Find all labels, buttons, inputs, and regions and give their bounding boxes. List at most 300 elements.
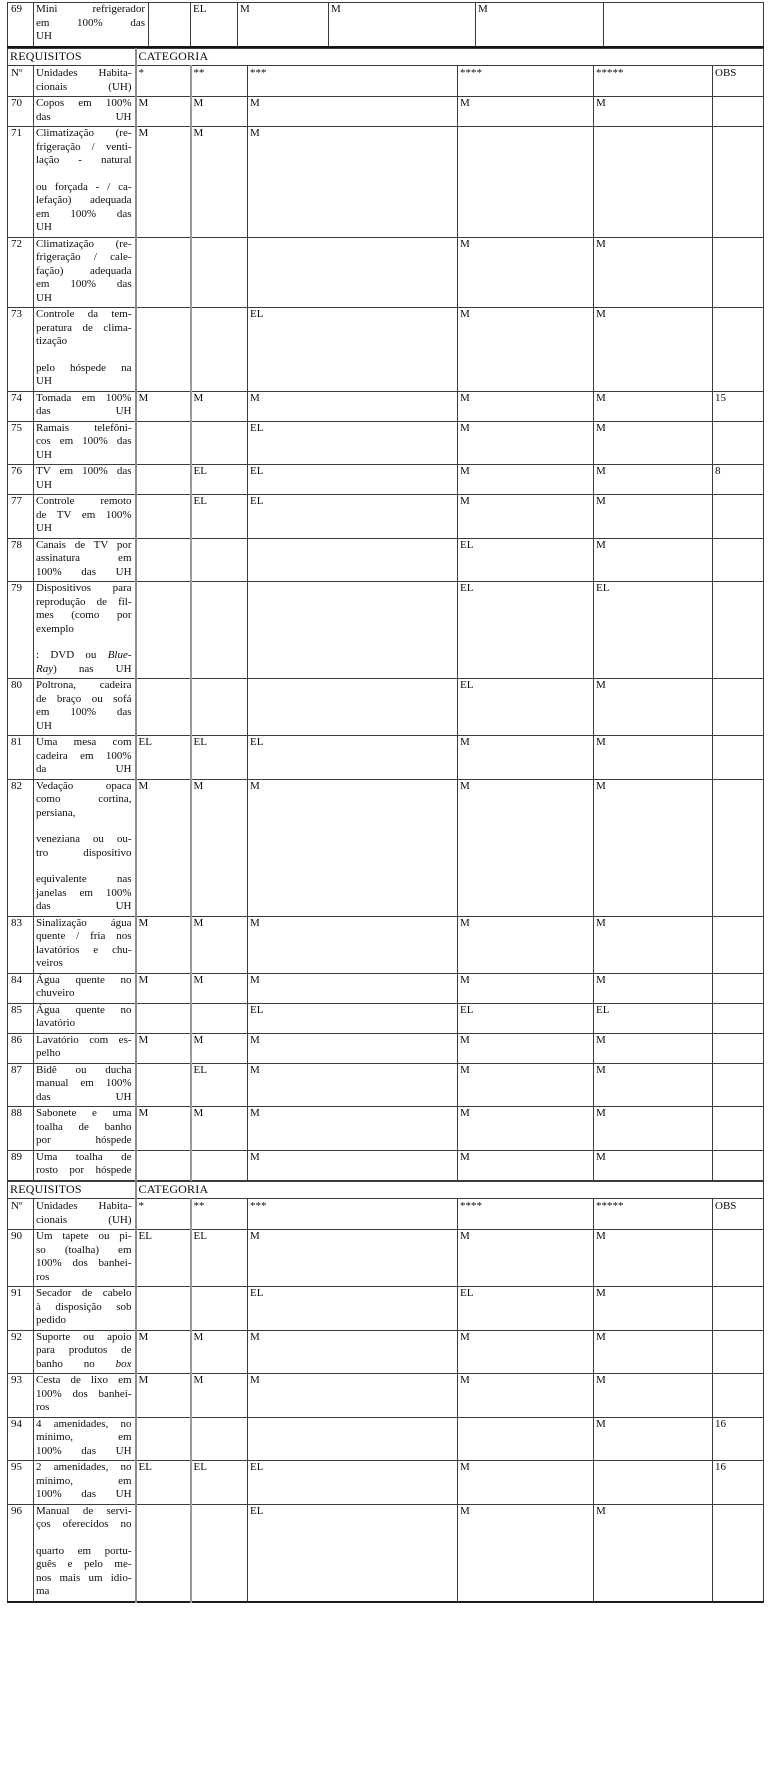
table-row [8,1374,764,1418]
requirement-text-line: UH [36,291,52,304]
requirement-text-line: Canais de TV por [36,538,132,551]
category-mark-cell: EL [191,1230,248,1287]
row-number-cell: 89 [8,1150,34,1180]
table-row [8,916,764,973]
table-row [8,1063,764,1107]
category-mark-cell: M [594,679,713,736]
obs-cell [713,1504,764,1602]
category-mark-cell: EL [248,736,458,780]
row-number-cell: 75 [8,421,34,465]
requirement-text-line: peratura de clima- [36,321,132,334]
requirement-text-line: Vedação opaca [36,779,132,792]
row-number-cell: 79 [8,582,34,679]
category-mark-cell: M [458,916,594,973]
obs-cell [713,1330,764,1374]
table-row [8,421,764,465]
requirement-text-line: Lavatório com es- [36,1033,132,1046]
obs-cell [713,421,764,465]
category-mark-cell [191,1287,248,1331]
category-mark-cell: EL [248,1504,458,1602]
category-mark-cell: M [594,1504,713,1602]
table-row [8,582,764,679]
category-mark-cell: M [238,3,329,47]
requirement-text-line: das UH [36,1090,132,1103]
category-mark-cell: M [248,916,458,973]
requirement-text-line: pelo hóspede na [36,361,132,374]
category-mark-cell: M [458,308,594,392]
requirement-text-line: Mini refrigerador [36,3,145,15]
requirement-text-line: UH [36,375,52,387]
requirement-text-line: para produtos de [36,1344,132,1356]
category-mark-cell: EL [191,1063,248,1107]
row-number-cell: 69 [8,3,34,47]
category-mark-cell [191,421,248,465]
requirement-cell [34,465,136,495]
obs-cell [713,916,764,973]
category-mark-cell: M [458,1150,594,1180]
requirement-text-line: veiros [36,957,63,969]
requirement-cell [34,308,136,392]
table-row [8,1330,764,1374]
col-header-desc [34,66,136,97]
requirement-text-line: Água quente no [36,1003,132,1016]
requirement-text-line: equivalente nas [36,873,132,885]
requirement-text-line: frigeração / cale- [36,251,132,263]
table-row [8,779,764,916]
category-mark-cell: M [458,1230,594,1287]
category-mark-cell: M [458,391,594,421]
category-mark-cell: M [191,1374,248,1418]
category-mark-cell [136,1504,191,1602]
row-number-cell: 83 [8,916,34,973]
category-mark-cell: M [594,779,713,916]
requirement-cell [34,916,136,973]
category-mark-cell: M [594,1150,713,1180]
requirement-text-line: Poltrona, cadeira [36,679,132,691]
category-mark-cell: M [458,1107,594,1151]
row-number-cell: 77 [8,495,34,539]
obs-cell [713,973,764,1003]
category-mark-cell: M [191,1107,248,1151]
row-number-cell: 82 [8,779,34,916]
requirement-text-line: banho no box [36,1357,132,1370]
requirement-text-line: Ray) nas UH [36,662,132,675]
row-number-cell: 74 [8,391,34,421]
category-mark-cell: M [191,1330,248,1374]
col-header-star-1: * [136,1199,191,1230]
category-mark-cell [191,679,248,736]
obs-cell [713,1003,764,1033]
requirement-cell [34,973,136,1003]
category-mark-cell: M [594,391,713,421]
category-mark-cell: M [136,916,191,973]
category-mark-cell: M [191,973,248,1003]
section-band [8,48,764,66]
requirement-text-line: Controle remoto [36,495,132,507]
category-mark-cell: EL [191,736,248,780]
table-row [8,495,764,539]
col-header-star-2: ** [191,66,248,97]
requirement-text-line: mínimo, em [36,1431,132,1443]
requirements-table-section-1 [7,48,764,1181]
obs-cell [713,779,764,916]
requirement-text-line: Tomada em 100% [36,391,132,404]
row-number-cell: 76 [8,465,34,495]
requirements-table-section-2 [7,1181,764,1603]
row-number-cell: 71 [8,127,34,238]
table-row [8,1287,764,1331]
category-mark-cell: M [136,127,191,238]
category-mark-cell: M [594,97,713,127]
requirement-cell [34,779,136,916]
col-header-star-1: * [136,66,191,97]
category-mark-cell: EL [248,1287,458,1331]
requirement-cell [34,679,136,736]
table-row [8,736,764,780]
requirement-cell [34,1063,136,1107]
table-row [8,97,764,127]
requirement-text-line: ços oferecidos no [36,1518,132,1530]
obs-cell [713,237,764,308]
requirement-text-line: ros [36,1401,50,1413]
table-row [8,1461,764,1505]
table-row [8,973,764,1003]
category-mark-cell [191,1150,248,1180]
obs-cell [713,127,764,238]
requirement-text-line: guês e pelo me- [36,1558,132,1570]
requirement-text-line: 100% das UH [36,1488,132,1500]
requirement-text-line: em 100% das [36,207,132,220]
category-mark-cell: M [248,1063,458,1107]
category-mark-cell: M [191,391,248,421]
category-mark-cell [136,465,191,495]
requirement-text-line: cionais (UH) [36,80,132,93]
category-mark-cell [248,538,458,582]
requirement-text-line: pedido [36,1314,66,1326]
category-mark-cell: M [458,1330,594,1374]
requirement-text-line: em 100% das [36,16,145,29]
requirement-text-line: : DVD ou Blue- [36,649,132,661]
requirement-text-line: mes (como por [36,609,132,621]
category-mark-cell [458,127,594,238]
category-mark-cell: M [248,1330,458,1374]
category-mark-cell: M [594,495,713,539]
requirement-text-line: Climatização (re- [36,237,132,250]
requirement-text-line: cionais (UH) [36,1213,132,1226]
category-mark-cell: M [458,421,594,465]
requirement-cell [34,582,136,679]
category-mark-cell [191,237,248,308]
requirement-text-line: reprodução de fil- [36,595,132,608]
category-mark-cell: M [594,1374,713,1418]
category-mark-cell [458,1417,594,1461]
category-mark-cell: M [248,779,458,916]
obs-cell [604,3,764,47]
requirement-text-line: cadeira em 100% [36,749,132,762]
category-mark-cell: M [248,391,458,421]
column-header-row [8,1199,764,1230]
category-mark-cell: EL [594,582,713,679]
requirement-text-line: quente / fria nos [36,930,132,942]
category-mark-cell [191,1003,248,1033]
category-mark-cell: EL [248,1461,458,1505]
category-mark-cell [191,308,248,392]
category-mark-cell: EL [136,1230,191,1287]
category-mark-cell: M [458,779,594,916]
category-mark-cell: M [458,1033,594,1063]
requirement-text-line: exemplo [36,622,74,635]
row-number-cell: 72 [8,237,34,308]
requirement-text-line: de braço ou sofá [36,692,132,705]
category-mark-cell [248,582,458,679]
col-header-num: Nº [8,1199,34,1230]
requirement-text-line: TV em 100% das [36,465,132,477]
requirement-cell [34,1287,136,1331]
obs-cell [713,97,764,127]
requirement-text-line: persiana, [36,806,76,819]
obs-cell [713,1287,764,1331]
row-number-cell: 84 [8,973,34,1003]
row-number-cell: 78 [8,538,34,582]
col-header-star-5: ***** [594,66,713,97]
row-number-cell: 81 [8,736,34,780]
category-mark-cell: EL [248,1003,458,1033]
category-mark-cell: M [458,1374,594,1418]
category-mark-cell [594,1461,713,1505]
category-mark-cell: M [191,916,248,973]
requirement-text-line: das UH [36,110,132,123]
requirement-cell [34,1330,136,1374]
category-mark-cell: M [594,1107,713,1151]
table-row [8,1033,764,1063]
requirement-text-line: chuveiro [36,987,75,999]
row-number-cell: 92 [8,1330,34,1374]
requirement-cell [34,1504,136,1602]
category-mark-cell: M [594,973,713,1003]
category-mark-cell: EL [458,1287,594,1331]
obs-cell [713,679,764,736]
obs-cell: 16 [713,1461,764,1505]
category-mark-cell: EL [191,3,238,47]
table-row [8,391,764,421]
requirement-text-line: lefação) adequada [36,194,132,206]
requirement-text-line: assinatura em [36,552,132,564]
table-row [8,308,764,392]
category-mark-cell: M [136,97,191,127]
requirement-text-line: Sinalização água [36,916,132,929]
requirement-text-line: nos mais um idio- [36,1571,132,1584]
category-mark-cell: EL [191,465,248,495]
category-mark-cell: M [248,1150,458,1180]
table-row [8,1150,764,1180]
category-mark-cell: EL [594,1003,713,1033]
requirement-cell [34,97,136,127]
requirement-text-line: lavatório [36,1017,76,1029]
category-mark-cell: M [594,421,713,465]
requirement-text-line: Uma mesa com [36,736,132,748]
row-number-cell: 95 [8,1461,34,1505]
requirement-text-line: frigeração / venti- [36,140,132,153]
category-mark-cell: M [248,1107,458,1151]
requirement-text-line: em 100% das [36,278,132,290]
category-mark-cell: EL [458,582,594,679]
category-mark-cell: M [136,1033,191,1063]
category-mark-cell: M [136,1107,191,1151]
requirement-text-line: UH [36,30,52,42]
row-number-cell: 85 [8,1003,34,1033]
category-mark-cell: M [458,1063,594,1107]
column-header-row [8,66,764,97]
category-mark-cell [136,421,191,465]
col-header-star-3: *** [248,1199,458,1230]
category-mark-cell: M [248,97,458,127]
requirement-cell [34,1003,136,1033]
requirement-text-line: 2 amenidades, no [36,1461,132,1473]
requirement-text-line: de TV em 100% [36,508,132,521]
category-mark-cell [136,237,191,308]
requirement-cell [34,736,136,780]
category-mark-cell: M [248,973,458,1003]
obs-cell [713,1063,764,1107]
requirement-text-line: Unidades Habita- [36,1200,132,1212]
col-header-star-4: **** [458,66,594,97]
category-mark-cell: EL [248,421,458,465]
category-mark-cell: M [594,1287,713,1331]
requirement-cell [34,1374,136,1418]
requirement-cell [34,421,136,465]
previous-table-tail [7,2,764,48]
row-number-cell: 94 [8,1417,34,1461]
obs-cell [713,736,764,780]
band-categoria: CATEGORIA [136,1181,764,1199]
category-mark-cell: M [136,391,191,421]
col-header-desc [34,1199,136,1230]
obs-cell [713,1107,764,1151]
requirement-text-line: tização [36,335,68,347]
requirement-text-line: janelas em 100% [36,886,132,899]
category-mark-cell: M [594,1230,713,1287]
requirement-cell [34,1150,136,1180]
requirement-cell [34,1461,136,1505]
col-header-num: Nº [8,66,34,97]
obs-cell [713,1230,764,1287]
category-mark-cell: M [594,1033,713,1063]
category-mark-cell: EL [191,1461,248,1505]
category-mark-cell: M [594,1417,713,1461]
requirement-text-line: Manual de servi- [36,1504,132,1517]
requirement-text-line: ros [36,1270,50,1283]
requirement-text-line: Um tapete ou pi- [36,1230,132,1242]
category-mark-cell: M [458,465,594,495]
category-mark-cell: M [458,973,594,1003]
category-mark-cell: EL [458,679,594,736]
requirement-text-line: Suporte ou apoio [36,1330,132,1343]
category-mark-cell [136,1287,191,1331]
requirement-text-line: em 100% das [36,706,132,718]
requirement-text-line: UH [36,719,52,732]
requirement-cell [34,495,136,539]
col-header-obs: OBS [713,1199,764,1230]
category-mark-cell: M [458,495,594,539]
obs-cell: 16 [713,1417,764,1461]
obs-cell [713,308,764,392]
requirement-text-line: Bidê ou ducha [36,1063,132,1076]
requirement-cell [34,1417,136,1461]
requirement-text-line: veneziana ou ou- [36,833,132,845]
row-number-cell: 73 [8,308,34,392]
row-number-cell: 90 [8,1230,34,1287]
requirement-text-line: 100% dos banhei- [36,1257,132,1269]
requirement-text-line: 4 amenidades, no [36,1417,132,1430]
category-mark-cell [136,1417,191,1461]
category-mark-cell: M [594,916,713,973]
category-mark-cell: EL [458,538,594,582]
category-mark-cell: M [136,1330,191,1374]
category-mark-cell: M [136,779,191,916]
category-mark-cell: M [329,3,476,47]
row-number-cell: 70 [8,97,34,127]
requirement-text-line: toalha de banho [36,1120,132,1133]
obs-cell: 15 [713,391,764,421]
category-mark-cell: EL [191,495,248,539]
requirement-cell [34,3,149,47]
category-mark-cell [136,1003,191,1033]
requirement-cell [34,1033,136,1063]
category-mark-cell: M [458,736,594,780]
table-row [8,237,764,308]
category-mark-cell [136,495,191,539]
col-header-star-3: *** [248,66,458,97]
requirement-text-line: ou forçada - / ca- [36,180,132,193]
requirement-text-line: Água quente no [36,973,132,986]
category-mark-cell: EL [458,1003,594,1033]
category-mark-cell: M [248,1033,458,1063]
requirement-text-line: lação - natural [36,154,132,166]
band-requisitos: REQUISITOS [8,48,136,66]
requirement-text-line: das UH [36,900,132,912]
row-number-cell: 88 [8,1107,34,1151]
category-mark-cell [248,237,458,308]
requirement-text-line: por hóspede [36,1134,132,1146]
category-mark-cell: M [458,237,594,308]
requirement-text-line: lavatórios e chu- [36,943,132,956]
requirement-text-line: UH [36,522,52,534]
obs-cell [713,1150,764,1180]
requirement-text-line: Cesta de lixo em [36,1374,132,1386]
requirement-text-line: manual em 100% [36,1077,132,1089]
category-mark-cell [136,1150,191,1180]
requirement-text-line: pelho [36,1047,61,1059]
requirement-cell [34,1107,136,1151]
section-band [8,1181,764,1199]
obs-cell [713,1033,764,1063]
requirement-text-line: Climatização (re- [36,127,132,139]
row-number-cell: 96 [8,1504,34,1602]
requirement-cell [34,1230,136,1287]
category-mark-cell [136,1063,191,1107]
requirement-text-line: 100% das UH [36,1444,132,1457]
category-mark-cell [136,582,191,679]
category-mark-cell: EL [136,1461,191,1505]
category-mark-cell: M [594,308,713,392]
requirement-text-line: so (toalha) em [36,1243,132,1256]
requirement-text-line: das UH [36,405,132,417]
table-row [8,1417,764,1461]
category-mark-cell: M [594,237,713,308]
col-header-obs: OBS [713,66,764,97]
category-mark-cell [191,1504,248,1602]
category-mark-cell: EL [248,495,458,539]
